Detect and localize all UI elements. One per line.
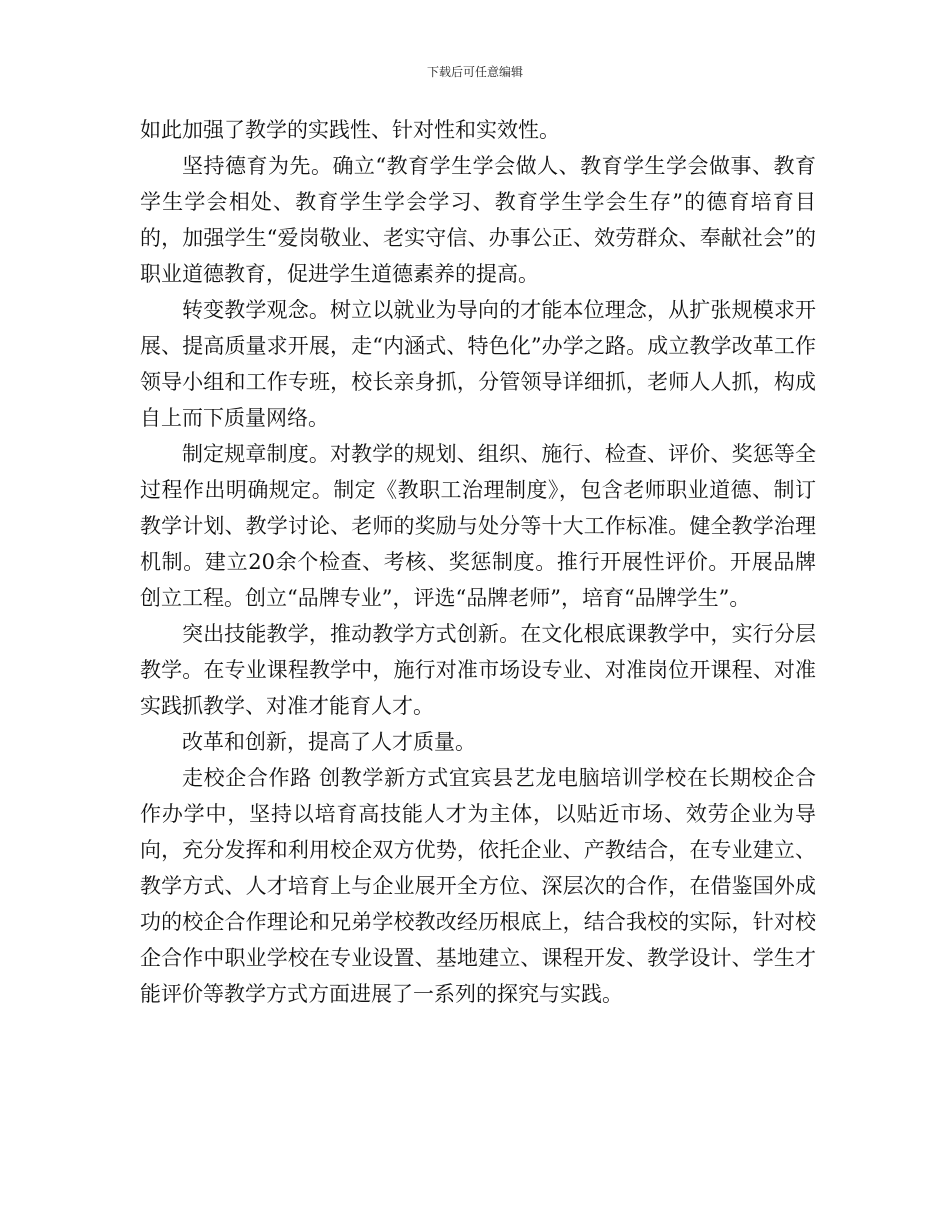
- paragraph-skills-teaching: 突出技能教学，推动教学方式创新。在文化根底课教学中，实行分层教学。在专业课程教学中，施行对准市场设专业、对准岗位开课程、对准实践抓教学、对准才能育人才。: [140, 622, 816, 718]
- paragraph-rules-system: 制定规章制度。对教学的规划、组织、施行、检查、评价、奖惩等全过程作出明确规定。制定《教职工治理制度》，包含老师职业道德、制订教学计划、教学讨论、老师的奖励与处分等十大工作标准。健全教学治理机制。建立20余个检查、考核、奖惩制度。推行开展性评价。开展品牌创立工程。创立“品牌专业”，评选“品牌老师”，培育“品牌学生”。: [140, 442, 816, 610]
- paragraph-moral-education: 坚持德育为先。确立“教育学生学会做人、教育学生学会做事、教育学生学会相处、教育学生学会学习、教育学生学会生存”的德育培育目的，加强学生“爱岗敬业、老实守信、办事公正、效劳群众、奉献社会”的职业道德教育，促进学生道德素养的提高。: [140, 154, 816, 286]
- paragraph-teaching-concept: 转变教学观念。树立以就业为导向的才能本位理念，从扩张规模求开展、提高质量求开展，走“内涵式、特色化”办学之路。成立教学改革工作领导小组和工作专班，校长亲身抓，分管领导详细抓，老师人人抓，构成自上而下质量网络。: [140, 298, 816, 430]
- paragraph-school-enterprise: 走校企合作路 创教学新方式宜宾县艺龙电脑培训学校在长期校企合作办学中，坚持以培育高技能人才为主体，以贴近市场、效劳企业为导向，充分发挥和利用校企双方优势，依托企业、产教结合，在专业建立、教学方式、人才培育上与企业展开全方位、深层次的合作，在借鉴国外成功的校企合作理论和兄弟学校教改经历根底上，结合我校的实际，针对校企合作中职业学校在专业设置、基地建立、课程开发、教学设计、学生才能评价等教学方式方面进展了一系列的探究与实践。: [140, 766, 816, 1006]
- paragraph-reform-innovation: 改革和创新，提高了人才质量。: [182, 730, 476, 754]
- document-body: [140, 112, 816, 1012]
- page-header: 下载后可任意编辑: [426, 65, 523, 79]
- paragraph-continuation: 如此加强了教学的实践性、针对性和实效性。: [140, 118, 560, 142]
